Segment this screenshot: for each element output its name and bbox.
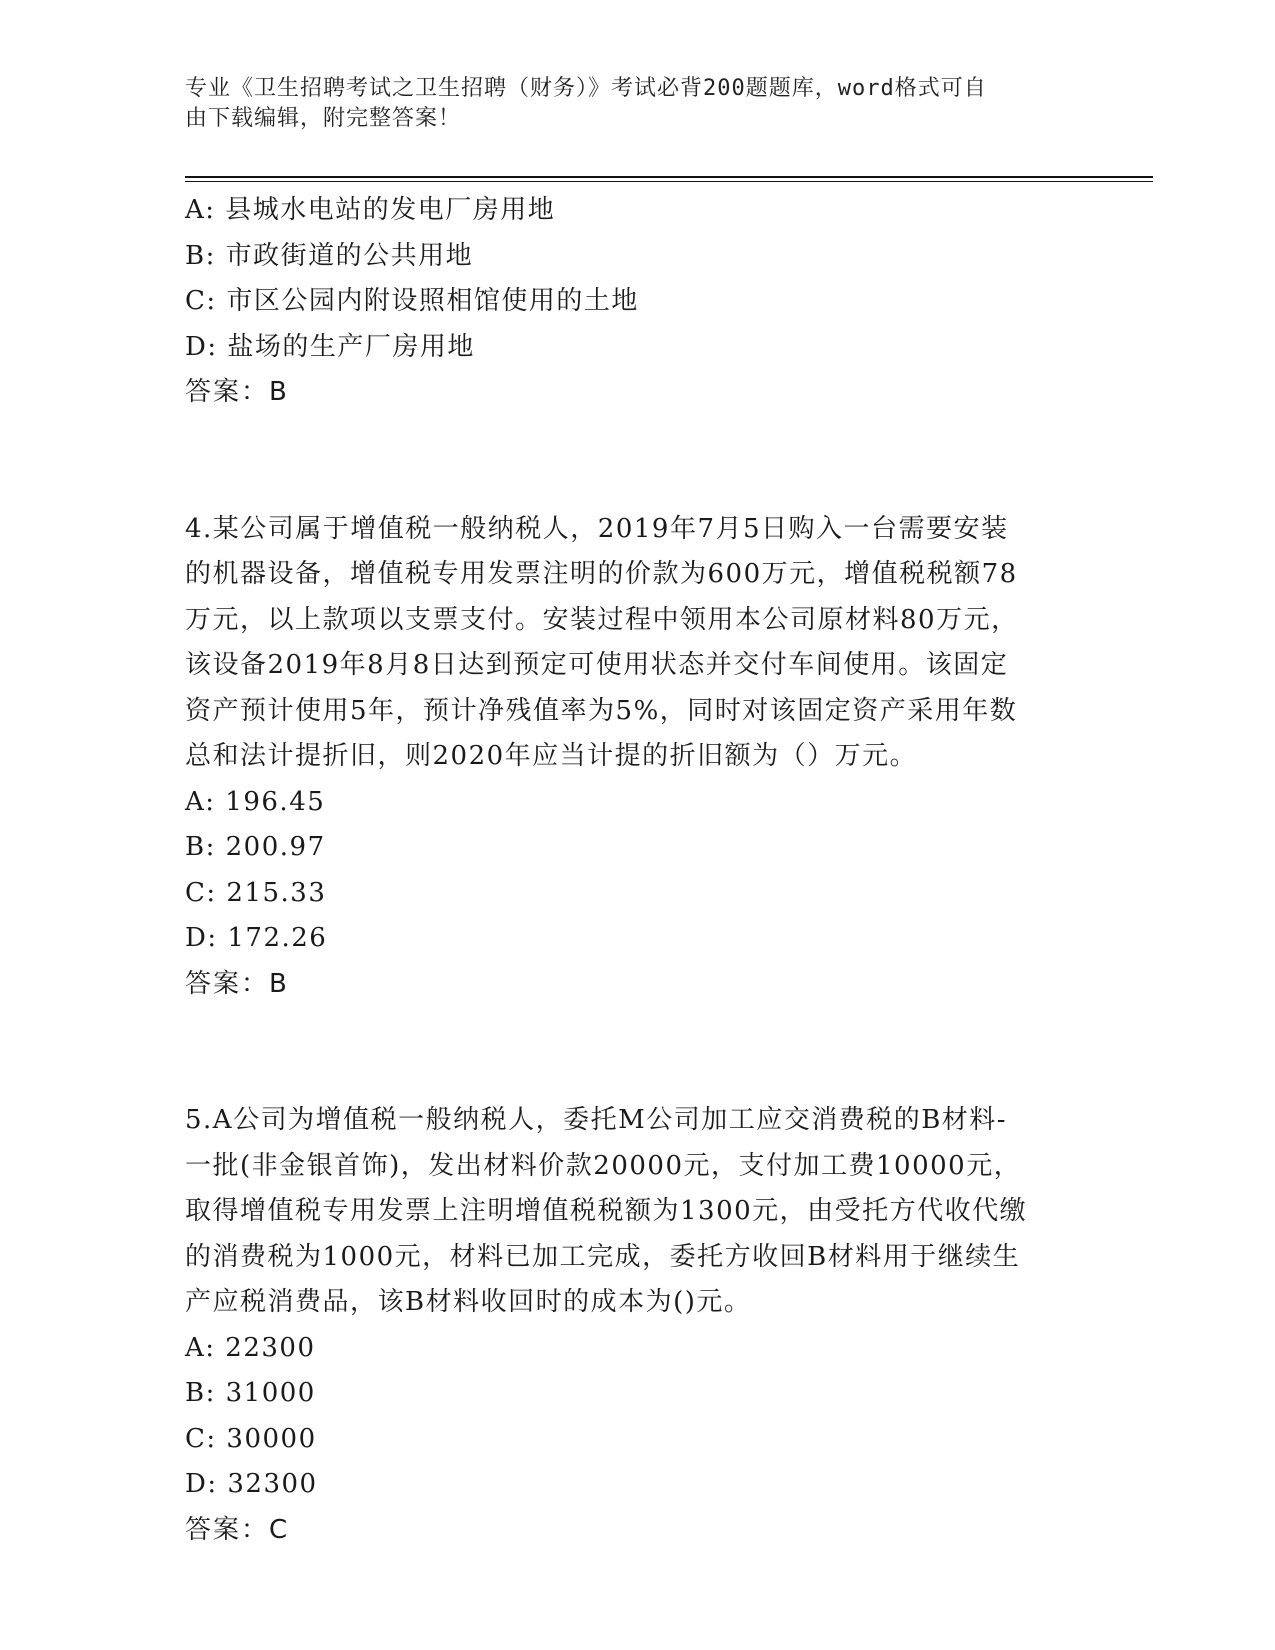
q3-option-b: B: 市政街道的公共用地 [185,240,474,271]
question-4-block [185,507,1070,1008]
header-divider-thin [185,181,1153,182]
q4-stem-line: 资产预计使用5年，预计净残值率为5%，同时对该固定资产采用年数 [185,695,1018,726]
q4-stem-line: 该设备2019年8月8日达到预定可使用状态并交付车间使用。该固定 [185,650,1009,680]
q4-stem-line: 万元，以上款项以支票支付。安装过程中领用本公司原材料80万元， [185,604,1019,635]
spacer [185,1007,1070,1053]
q5-option-d: D: 32300 [185,1469,318,1499]
q5-option-c: C: 30000 [185,1423,317,1454]
spacer [185,461,1070,507]
q4-answer: 答案：B [185,968,289,999]
q4-option-b: B: 200.97 [185,832,326,862]
q5-stem-line: 产应税消费品，该B材料收回时的成本为()元。 [185,1287,752,1317]
question-3-block [185,188,1070,416]
header-line-2: 由下载编辑，附完整答案！ [185,106,462,131]
q3-answer: 答案：B [185,377,289,407]
q5-answer: 答案：C [185,1514,290,1545]
spacer [185,416,1070,462]
q3-option-c: C: 市区公园内附设照相馆使用的土地 [185,286,639,316]
q4-option-d: D: 172.26 [185,923,328,953]
q3-option-d: D: 盐场的生产厂房用地 [185,331,475,362]
q4-stem-line: 的机器设备，增值税专用发票注明的价款为600万元，增值税税额78 [185,559,1018,589]
q5-option-b: B: 31000 [185,1378,316,1408]
q4-option-c: C: 215.33 [185,877,327,908]
page-header [185,74,1065,134]
header-line-1: 专业《卫生招聘考试之卫生招聘（财务）》考试必背200题题库，word格式可自 [185,76,987,101]
q5-stem-line: 一批(非金银首饰)，发出材料价款20000元，支付加工费10000元， [185,1150,1022,1181]
q4-stem-line: 总和法计提折旧，则2020年应当计提的折旧额为（）万元。 [185,741,918,771]
question-5-block [185,1098,1070,1553]
header-divider-thick [185,176,1153,178]
q5-option-a: A: 22300 [185,1332,316,1363]
q4-option-a: A: 196.45 [185,786,326,817]
q5-stem-line: 的消费税为1000元，材料已加工完成，委托方收回B材料用于继续生 [185,1241,1021,1272]
document-body [185,188,1070,1553]
q4-stem-line: 4.某公司属于增值税一般纳税人，2019年7月5日购入一台需要安装 [185,513,1009,544]
q5-stem-line: 取得增值税专用发票上注明增值税税额为1300元，由受托方代收代缴 [185,1196,1028,1226]
q5-stem-line: 5.A公司为增值税一般纳税人，委托M公司加工应交消费税的B材料- [185,1105,1008,1135]
spacer [185,1053,1070,1099]
q3-option-a: A: 县城水电站的发电厂房用地 [185,195,556,225]
